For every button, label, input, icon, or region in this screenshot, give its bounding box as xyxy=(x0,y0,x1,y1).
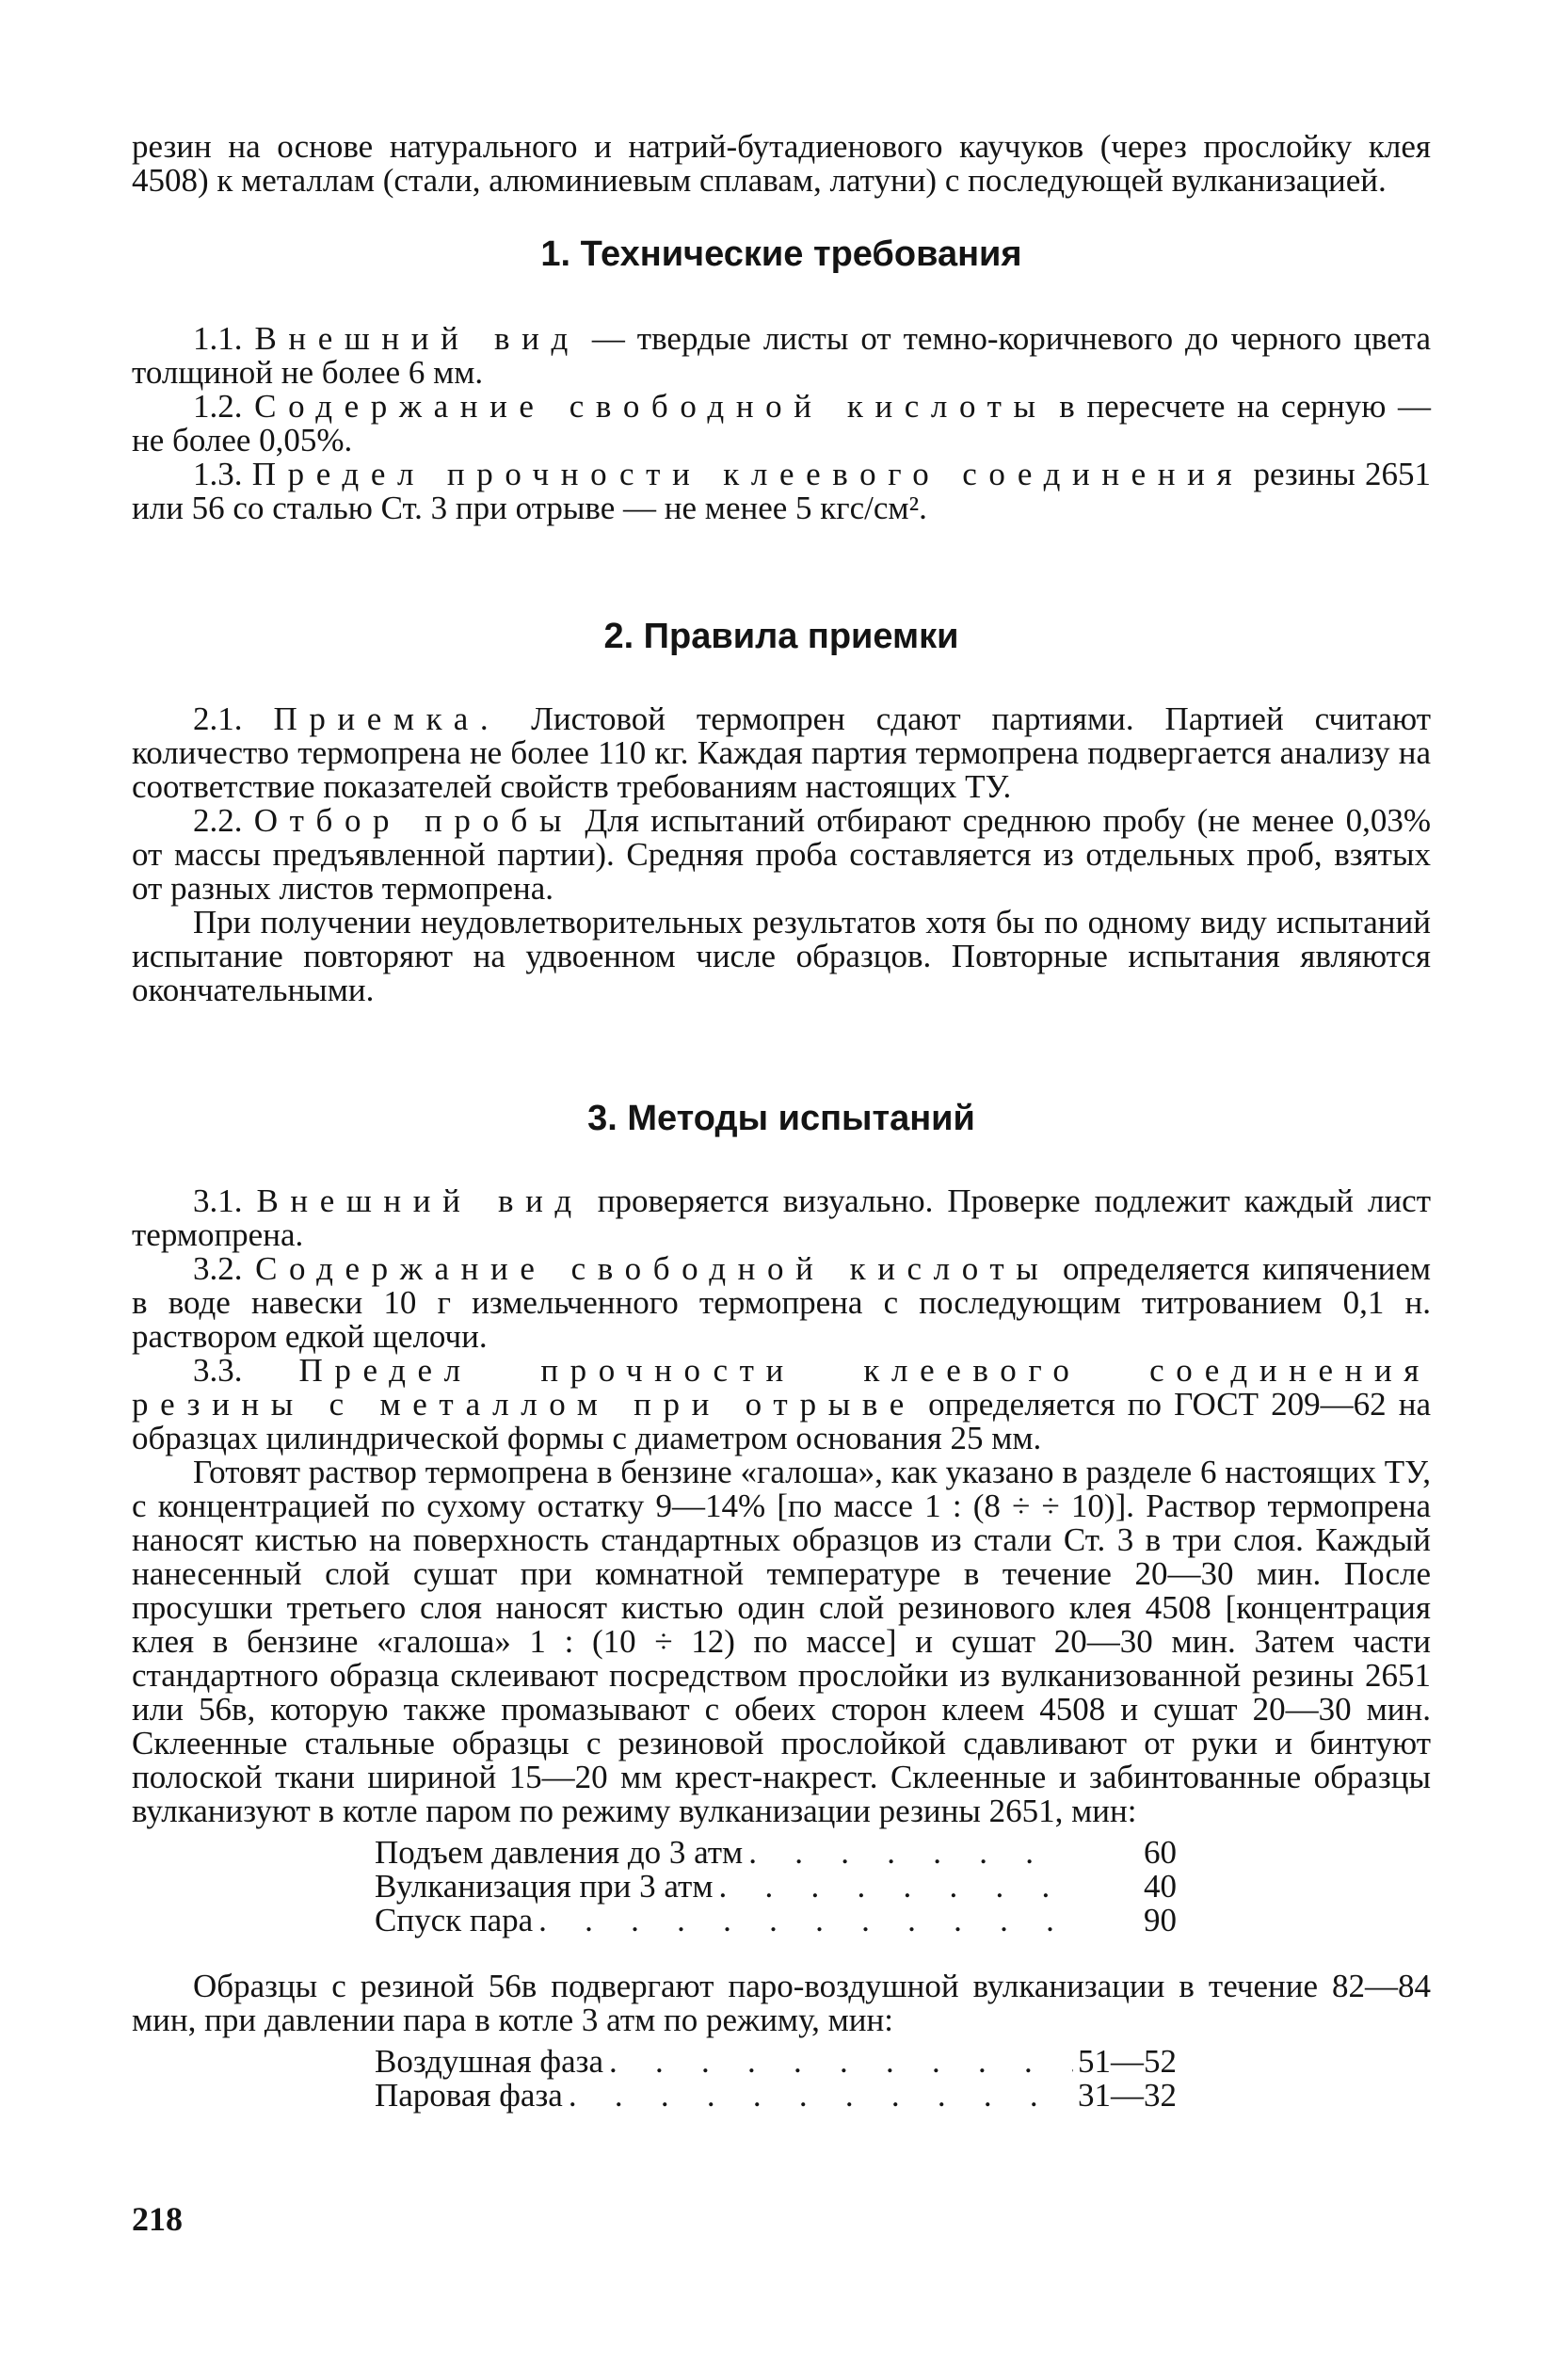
clause-1-3 xyxy=(132,458,1431,525)
clause-term: Предел прочности клеевого соединения xyxy=(251,456,1244,492)
leader-dots xyxy=(603,2045,1073,2079)
leader-dots xyxy=(563,2079,1073,2113)
section-3-heading: 3. Методы испытаний xyxy=(587,1099,975,1138)
steam-air-paragraph: Образцы с резиной 56в подвергают паро-воздушной вулканизации в течение 82—84 мин, при давлении пара в котле 3 атм по режиму, мин: xyxy=(132,1968,1431,2038)
method-paragraph: Готовят раствор термопрена в бензине «галоша», как указано в разделе 6 настоящих ТУ, с концентрацией по сухому остатку 9—14% [по массе 1 : (8 ÷ ÷ 10)]. Раствор термопрена наносят кистью на поверхность стандартных образцов из стали Ст. 3 в три слоя. Каждый нанесенный слой сушат при комнатной температуре в течение 20—30 мин. После просушки третьего слоя наносят кистью один слой резинового клея 4508 [концентрация клея в бензине «галоша» 1 : (10 ÷ 12) по массе] и сушат 20—30 мин. Затем части стандартного образца склеивают посредством прослойки из вулканизованной резины 2651 или 56в, которую также промазывают с обеих сторон клеем 4508 и сушат 20—30 мин. Склеенные стальные образцы с резиновой прослойкой сдавливают от руки и бинтуют полоской ткани шириной 15—20 мм крест-накрест. Склеенные и забинтованные образцы вулканизуют в котле паром по режиму вулканизации резины 2651, мин: xyxy=(132,1454,1431,1829)
schedule-value: 31—32 xyxy=(1078,2077,1177,2114)
clause-text: определяется кипячением в воде навески 10 г измельченного термопрена с последующим титрованием 0,1 н. раствором едкой щелочи. xyxy=(132,1250,1432,1355)
vulcanization-schedule-56v xyxy=(375,2045,1177,2113)
clause-number: 1.2. xyxy=(193,388,243,425)
leader-dots xyxy=(714,1870,1074,1904)
clause-number: 3.2. xyxy=(193,1250,243,1287)
clause-number: 3.1. xyxy=(193,1182,243,1219)
page-body xyxy=(132,130,1431,2120)
clause-term: Внешний вид xyxy=(254,320,580,357)
clause-number: 2.1. xyxy=(193,700,243,737)
clause-2-1 xyxy=(132,702,1431,804)
clause-text: Для испытаний отбирают среднюю пробу (не менее 0,03% от массы предъявленной партии). Средняя проба составляется из отдельных проб, взятых от разных листов термопрена. xyxy=(132,802,1432,907)
clause-2-2 xyxy=(132,804,1431,906)
schedule-label: Подъем давления до 3 атм xyxy=(375,1834,744,1871)
schedule-row xyxy=(375,2079,1177,2113)
leader-dots xyxy=(533,1904,1073,1938)
section-2-paragraph: При получении неудовлетворительных результатов хотя бы по одному виду испытаний испытание повторяют на удвоенном числе образцов. Повторные испытания являются окончательными. xyxy=(132,904,1431,1008)
clause-term: Содержание свободной кислоты xyxy=(255,1250,1051,1287)
schedule-label: Воздушная фаза xyxy=(375,2043,603,2080)
schedule-value: 90 xyxy=(1144,1902,1177,1938)
schedule-label: Паровая фаза xyxy=(375,2077,563,2114)
schedule-value: 40 xyxy=(1144,1868,1177,1905)
section-2-heading: 2. Правила приемки xyxy=(603,617,959,656)
clause-term: Внешний вид xyxy=(256,1182,584,1219)
section-1-body xyxy=(132,322,1431,525)
section-2-body xyxy=(132,702,1431,1007)
schedule-value: 60 xyxy=(1144,1834,1177,1871)
leader-dots xyxy=(743,1836,1073,1870)
schedule-label: Спуск пара xyxy=(375,1902,534,1938)
clause-3-3 xyxy=(132,1354,1431,1455)
schedule-row xyxy=(375,1836,1177,1870)
schedule-row xyxy=(375,1904,1177,1938)
clause-text: проверяется визуально. Проверке подлежит каждый лист термопрена. xyxy=(132,1182,1432,1253)
schedule-row xyxy=(375,1870,1177,1904)
clause-text: Листовой термопрен сдают партиями. Партией считают количество термопрена не более 110 кг. Каждая партия термопрена подвергается анализу на соответствие показателей свойств требованиям настоящих ТУ. xyxy=(132,700,1432,805)
clause-3-1 xyxy=(132,1184,1431,1252)
schedule-label: Вулканизация при 3 атм xyxy=(375,1868,714,1905)
page-number: 218 xyxy=(132,2200,183,2238)
clause-term: Отбор пробы xyxy=(253,802,574,839)
section-1-heading: 1. Технические требования xyxy=(540,234,1022,274)
clause-1-1 xyxy=(132,322,1431,390)
clause-text: — твердые листы от темно-коричневого до черного цвета толщиной не более 6 мм. xyxy=(132,320,1431,391)
schedule-row xyxy=(375,2045,1177,2079)
vulcanization-schedule-2651 xyxy=(375,1836,1177,1938)
schedule-value: 51—52 xyxy=(1078,2043,1177,2080)
intro-paragraph: резин на основе натурального и натрий-бутадиенового каучуков (через прослойку клея 4508) к металлам (стали, алюминиевым сплавам, латуни) с последующей вулканизацией. xyxy=(132,128,1431,199)
clause-term: Содержание свободной кислоты xyxy=(254,388,1048,425)
clause-text: определяется по ГОСТ 209—62 на образцах цилиндрической формы с диаметром основания 25 мм. xyxy=(132,1386,1432,1456)
clause-3-2 xyxy=(132,1252,1431,1354)
clause-number: 2.2. xyxy=(193,802,243,839)
section-3-body xyxy=(132,1184,1431,2113)
clause-number: 3.3. xyxy=(193,1352,243,1389)
clause-number: 1.3. xyxy=(193,456,243,492)
clause-number: 1.1. xyxy=(193,320,243,357)
clause-term: Приемка. xyxy=(273,700,501,737)
clause-1-2 xyxy=(132,390,1431,458)
clause-text: резины 2651 или 56 со сталью Ст. 3 при отрыве — не менее 5 кгс/см². xyxy=(132,456,1431,526)
clause-text: в пересчете на серную — не более 0,05%. xyxy=(132,388,1432,458)
clause-term: Предел прочности клеевого соединения резины с металлом при отрыве xyxy=(132,1352,1431,1423)
